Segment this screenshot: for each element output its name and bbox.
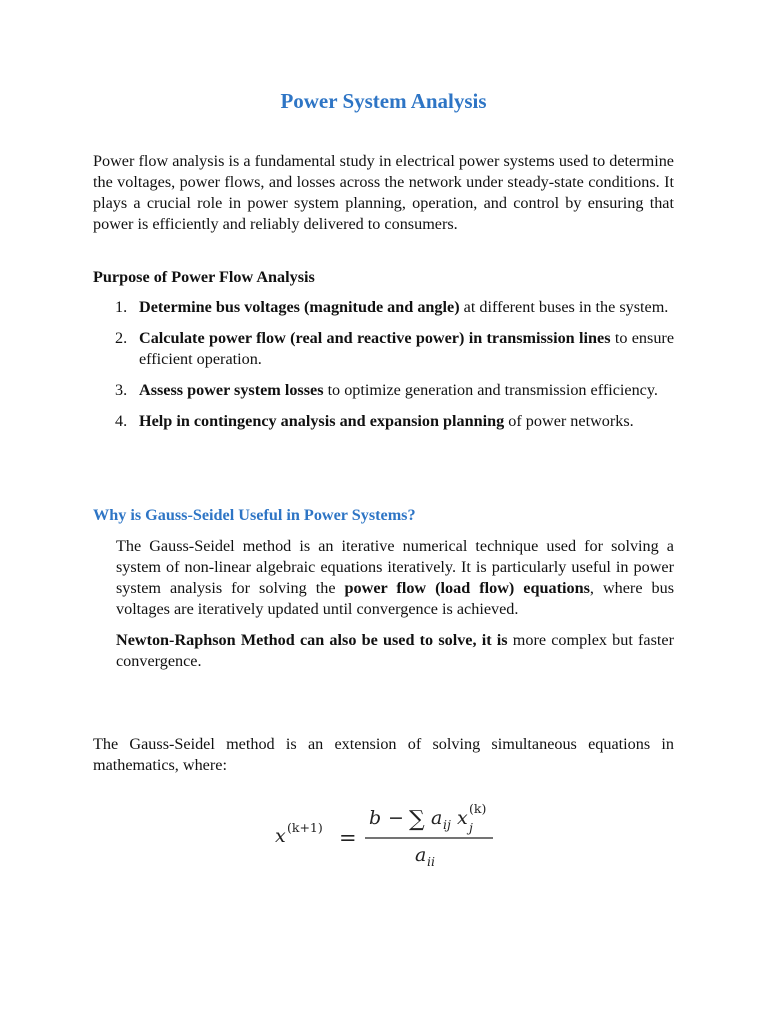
list-item-text: to optimize generation and transmission efficiency.: [323, 381, 658, 399]
extension-paragraph: The Gauss-Seidel method is an extension of solving simultaneous equations in mathematics, where:: [93, 735, 674, 774]
formula-svg: [271, 795, 511, 875]
list-item-bold: Assess power system losses: [139, 381, 324, 399]
list-item-bold: Determine bus voltages (magnitude and angle): [139, 298, 460, 316]
list-item-text: of power networks.: [504, 412, 634, 430]
paragraph-bold: Newton-Raphson Method can also be used to solve, it is: [116, 631, 508, 649]
newton-raphson-paragraph: [116, 630, 674, 672]
paragraph-text: , where bus voltages are iteratively updated until convergence is achieved.: [116, 579, 675, 618]
list-item: [93, 328, 674, 370]
paragraph-text: more complex but faster convergence.: [116, 631, 674, 670]
purpose-heading: Purpose of Power Flow Analysis: [93, 268, 315, 286]
formula-num-b: b: [369, 807, 382, 829]
page-title: Power System Analysis: [280, 89, 487, 113]
formula-num-x: x: [457, 807, 468, 829]
purpose-list: [93, 297, 674, 442]
formula-equals: =: [339, 826, 357, 850]
list-item-bold: Help in contingency analysis and expansion planning: [139, 412, 505, 430]
gauss-seidel-section: [116, 536, 674, 682]
formula-num-minus: −: [388, 807, 404, 829]
formula-num-x-sub: j: [469, 820, 473, 835]
list-item: [93, 411, 674, 432]
list-number: 1.: [115, 298, 128, 316]
list-item: [93, 297, 674, 318]
gauss-seidel-formula: [271, 795, 511, 875]
paragraph-bold: power flow (load flow) equations: [344, 579, 590, 597]
gauss-seidel-paragraph: [116, 536, 674, 620]
formula-den-sub: ii: [427, 854, 435, 869]
list-number: 3.: [115, 381, 128, 399]
list-number: 4.: [115, 412, 128, 430]
list-item-text: to ensure efficient operation.: [139, 329, 674, 368]
formula-lhs-sup: (k+1): [287, 820, 323, 835]
intro-paragraph: Power flow analysis is a fundamental study in electrical power systems used to determine the voltages, power flows, and losses across the network under steady-state conditions. It plays a crucial role in power system planning, operation, and control by ensuring that power is efficiently and reliably delivered to consumers.: [93, 152, 674, 233]
list-item-bold: Calculate power flow (real and reactive power) in transmission lines: [139, 329, 611, 347]
list-item-text: at different buses in the system.: [459, 298, 669, 316]
gauss-seidel-heading: Why is Gauss-Seidel Useful in Power Systems?: [93, 506, 416, 524]
formula-num-sum: ∑: [409, 807, 425, 832]
formula-num-x-sup: (k): [469, 801, 487, 816]
formula-num-a-sub: ij: [443, 817, 451, 832]
formula-num-a: a: [431, 807, 443, 829]
formula-lhs-base: x: [275, 825, 286, 847]
formula-den-a: a: [415, 844, 427, 866]
list-item: [93, 380, 674, 401]
list-number: 2.: [115, 329, 128, 347]
paragraph-text: The Gauss-Seidel method is an iterative numerical technique used for solving a system of non-linear algebraic equations iteratively. It is particularly useful in power system analysis for solving the: [116, 537, 674, 597]
